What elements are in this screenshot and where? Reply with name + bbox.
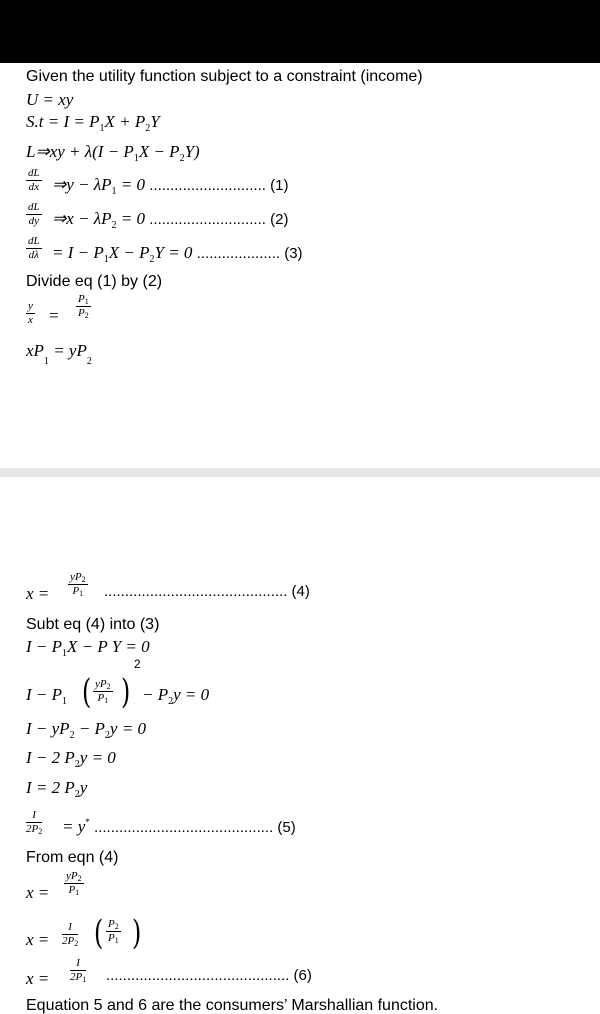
foc-1: ⇒y − $\lambda P_1 = 0$ ............................ (1) [52,175,289,197]
p1-over-p2-fraction: $\frac{P1}{P2}$ [78,293,89,320]
x-eq-lhs-1: x = [26,883,50,902]
subst-step-3: $I - yP_2 - P_2y = 0$ [26,719,146,741]
dL-dy-fraction: $\frac{dL}{dy}$ [28,201,40,227]
right-paren: ) [120,672,131,712]
eq6-label: ............................................ (6) [106,967,312,984]
subst-step-2-right: − $P_2y = 0$ [142,685,210,707]
i-over-2p2-fraction-2: $\frac{I}{2P2}$ [62,921,79,948]
dL-dx-fraction: $\frac{dL}{dx}$ [28,167,40,193]
from-eq4-heading: From eqn (4) [26,849,119,866]
left-paren-2: ( [93,913,104,953]
yp2-over-p1-fraction-2: $\frac{yP2}{P1}$ [95,678,111,705]
subst-step-4: I − 2 $P_2y = 0$ [26,748,116,770]
foc-3: = $I - P_1X - P_2Y = 0$ .................... (3) [52,243,303,265]
conclusion-text: Equation 5 and 6 are the consumers’ Marshallian function. [26,997,439,1014]
subst-step-1-subscript: 2 [134,657,141,671]
subt-heading: Subt eq (4) into (3) [26,616,160,633]
yp2-over-p1-fraction-3: $\frac{yP2}{P1}$ [66,870,82,897]
lagrangian-equation: L⇒xy + $\lambda(I - P_1X - P_2Y)$ [26,142,200,164]
eq5-body: = y* ........................................... (5) [62,817,296,836]
subst-step-5: I = 2 $P_2y$ [26,778,88,800]
x-eq-lhs-3: x = [26,969,50,988]
intro-text: Given the utility function subject to a constraint (income) [26,68,423,85]
divide-heading: Divide eq (1) by (2) [26,273,163,290]
left-paren: ( [81,672,92,712]
constraint-equation: $S.t = I = P_1X + P_2Y$ [26,112,160,134]
subst-step-2-left: $I - P_1$ [26,685,68,707]
dL-dlambda-fraction: $\frac{dL}{d\lambda}$ [28,235,40,261]
section-divider [0,468,600,477]
i-over-2p2-fraction: $\frac{I}{2P2}$ [26,809,43,836]
utility-equation: U = xy [26,90,74,109]
ratio-equals: = [48,306,60,325]
eq4-lhs: x = [26,584,50,603]
foc-2: ⇒x − $\lambda P_2 = 0$ ............................ (2) [52,209,289,231]
x-eq-lhs-2: x = [26,930,50,949]
xp1-equals-yp2: $xP_1 = yP_2$ [26,341,92,367]
p2-over-p1-fraction: $\frac{P2}{P1}$ [108,918,119,945]
eq4-label: ............................................ (4) [104,583,310,600]
subst-step-1: $I - P_1X - P$ Y = 0 [26,637,150,659]
y-over-x-fraction: $\frac{y}{x}$ [28,300,33,326]
i-over-2p1-fraction: $\frac{I}{2P1}$ [70,957,87,984]
yp2-over-p1-fraction: $\frac{yP2}{P1}$ [70,571,86,598]
right-paren-2: ) [131,913,142,953]
top-black-bar [0,0,600,63]
